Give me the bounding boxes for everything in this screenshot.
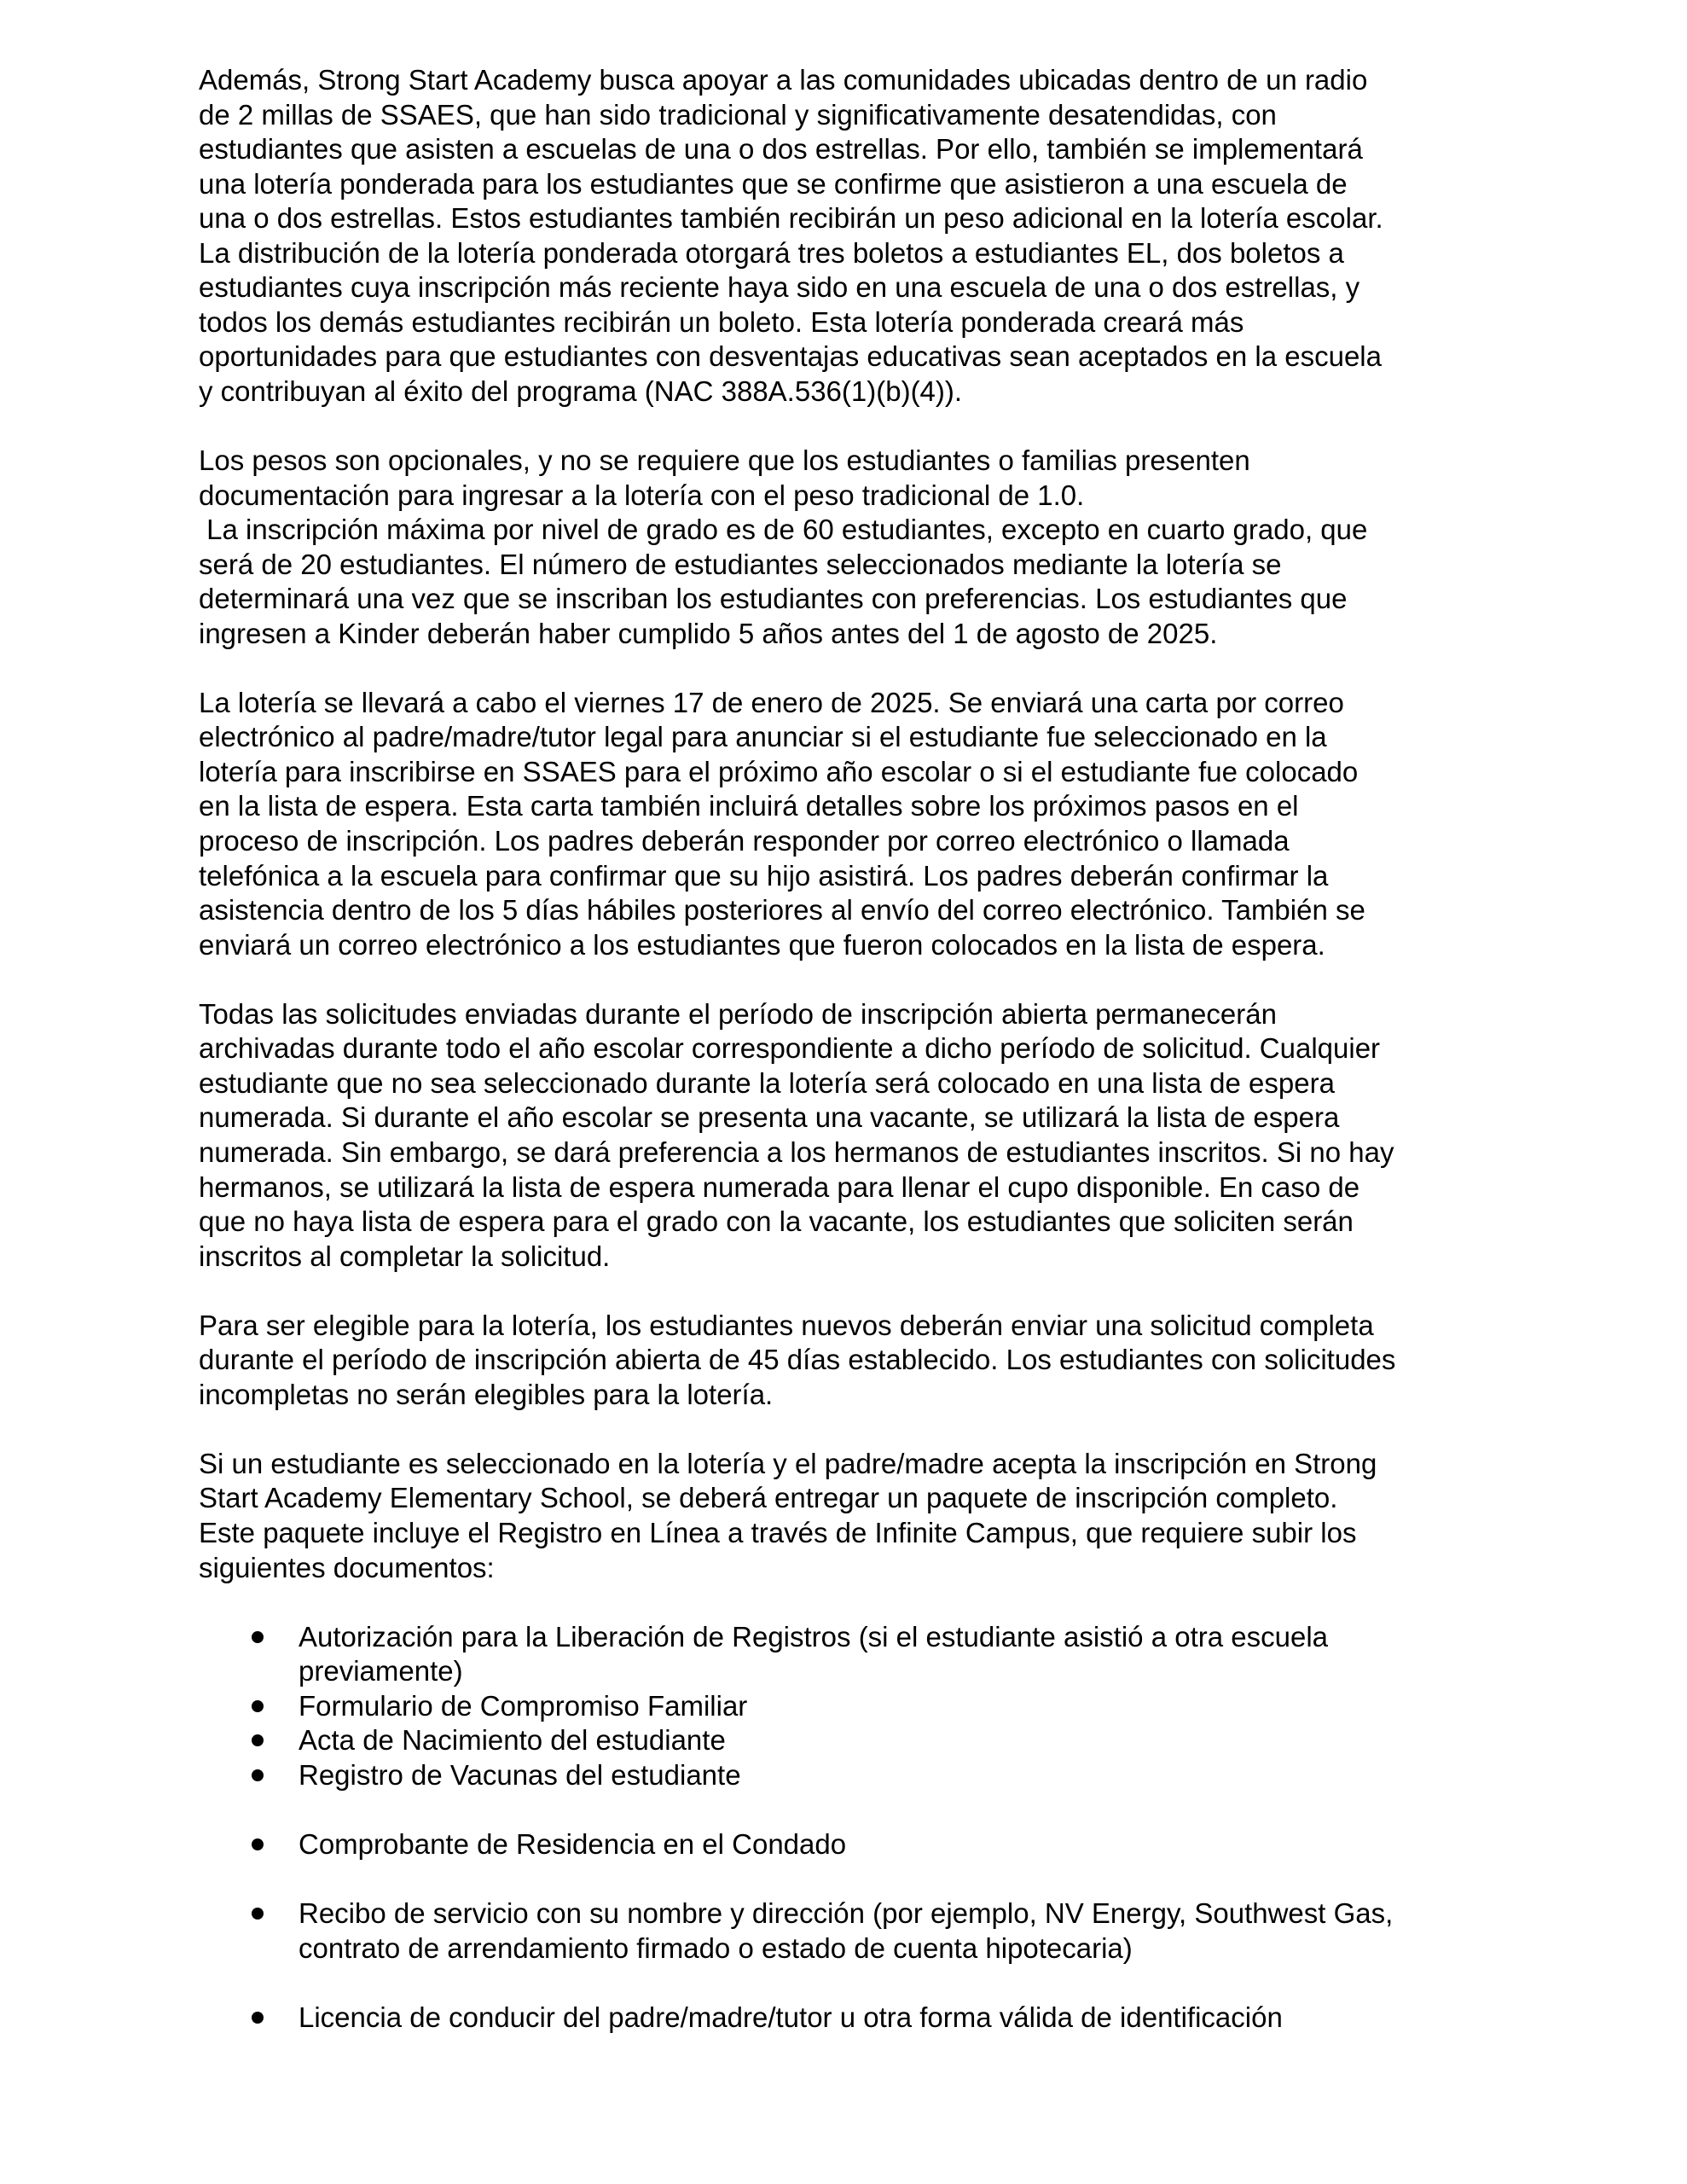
text-line: una lotería ponderada para los estudiantes que se confirme que asistieron a una escuela de — [199, 167, 1348, 200]
text-line: siguientes documentos: — [199, 1551, 495, 1583]
text-line: Registro de Vacunas del estudiante — [299, 1758, 741, 1791]
text-line: Para ser elegible para la lotería, los estudiantes nuevos deberán enviar una solicitud completa — [199, 1309, 1374, 1341]
text-line: y contribuyan al éxito del programa (NAC 388A.536(1)(b)(4)). — [199, 375, 963, 407]
bullet-icon — [252, 1631, 264, 1643]
text-line: oportunidades para que estudiantes con desventajas educativas sean aceptados en la escuela — [199, 340, 1382, 373]
list-item — [199, 1689, 1529, 1724]
text-line: lotería para inscribirse en SSAES para el próximo año escolar o si el estudiante fue colocado — [199, 755, 1359, 787]
bullet-icon — [252, 1908, 264, 1920]
text-line: de 2 millas de SSAES, que han sido tradicional y significativamente desatendidas, con — [199, 98, 1277, 131]
bullet-icon — [252, 1838, 264, 1850]
list-item — [199, 1896, 1529, 1966]
paragraph-weighted-lottery — [199, 63, 1529, 409]
text-line: Este paquete incluye el Registro en Línea a través de Infinite Campus, que requiere subir los — [199, 1516, 1357, 1548]
text-line: Recibo de servicio con su nombre y dirección (por ejemplo, NV Energy, Southwest Gas, — [299, 1896, 1394, 1929]
text-line: hermanos, se utilizará la lista de espera numerada para llenar el cupo disponible. En caso de — [199, 1170, 1360, 1203]
text-line: La inscripción máxima por nivel de grado es de 60 estudiantes, excepto en cuarto grado, que — [199, 514, 1368, 546]
text-line: Si un estudiante es seleccionado en la lotería y el padre/madre acepta la inscripción en Strong — [199, 1447, 1377, 1479]
text-line: incompletas no serán elegibles para la lotería. — [199, 1378, 774, 1410]
text-line: durante el período de inscripción abierta de 45 días establecido. Los estudiantes con solicitudes — [199, 1344, 1396, 1376]
text-line: asistencia dentro de los 5 días hábiles posteriores al envío del correo electrónico. También se — [199, 894, 1365, 926]
text-line: inscritos al completar la solicitud. — [199, 1240, 611, 1272]
list-item — [199, 1723, 1529, 1758]
text-line: Comprobante de Residencia en el Condado — [299, 1827, 847, 1860]
text-line: Los pesos son opcionales, y no se requiere que los estudiantes o familias presenten — [199, 444, 1250, 477]
list-item — [199, 2001, 1529, 2036]
text-line: proceso de inscripción. Los padres deberán responder por correo electrónico o llamada — [199, 825, 1290, 857]
text-line: estudiantes que asisten a escuelas de una o dos estrellas. Por ello, también se implementará — [199, 133, 1363, 166]
text-line: Autorización para la Liberación de Registros (si el estudiante asistió a otra escuela — [299, 1620, 1328, 1653]
text-line: documentación para ingresar a la lotería con el peso tradicional de 1.0. — [199, 479, 1085, 511]
paragraph-eligibility — [199, 1309, 1529, 1413]
text-line: determinará una vez que se inscriban los estudiantes con preferencias. Los estudiantes que — [199, 583, 1348, 615]
text-line: todos los demás estudiantes recibirán un boleto. Esta lotería ponderada creará más — [199, 305, 1244, 338]
text-line: una o dos estrellas. Estos estudiantes también recibirán un peso adicional en la lotería escolar. — [199, 202, 1383, 235]
list-item — [199, 1620, 1529, 1689]
bullet-icon — [252, 1769, 264, 1781]
text-line: numerada. Si durante el año escolar se presenta una vacante, se utilizará la lista de espera — [199, 1101, 1340, 1134]
text-line: numerada. Sin embargo, se dará preferencia a los hermanos de estudiantes inscritos. Si no hay — [199, 1136, 1394, 1168]
text-line: estudiantes cuya inscripción más reciente haya sido en una escuela de una o dos estrellas, y — [199, 271, 1360, 304]
text-line: será de 20 estudiantes. El número de estudiantes seleccionados mediante la lotería se — [199, 548, 1282, 580]
text-line: Start Academy Elementary School, se deberá entregar un paquete de inscripción completo. — [199, 1482, 1338, 1514]
bullet-icon — [252, 1700, 264, 1712]
text-line: Todas las solicitudes enviadas durante el período de inscripción abierta permanecerán — [199, 997, 1277, 1030]
text-line: estudiante que no sea seleccionado durante la lotería será colocado en una lista de espera — [199, 1066, 1335, 1099]
paragraph-lottery-date — [199, 686, 1529, 962]
text-line: Acta de Nacimiento del estudiante — [299, 1724, 726, 1757]
text-line: Licencia de conducir del padre/madre/tutor u otra forma válida de identificación — [299, 2001, 1283, 2033]
text-line: Además, Strong Start Academy busca apoyar a las comunidades ubicadas dentro de un radio — [199, 64, 1368, 96]
text-line: La distribución de la lotería ponderada otorgará tres boletos a estudiantes EL, dos boletos a — [199, 236, 1344, 269]
text-line: telefónica a la escuela para confirmar que su hijo asistirá. Los padres deberán confirmar la — [199, 859, 1329, 892]
required-documents-list — [199, 1620, 1529, 2036]
paragraph-enrollment-package — [199, 1447, 1529, 1585]
text-line: enviará un correo electrónico a los estudiantes que fueron colocados en la lista de espera. — [199, 928, 1325, 961]
list-item — [199, 1827, 1529, 1862]
bullet-icon — [252, 1734, 264, 1746]
text-line: archivadas durante todo el año escolar correspondiente a dicho período de solicitud. Cualquier — [199, 1032, 1381, 1065]
text-line: contrato de arrendamiento firmado o estado de cuenta hipotecaria) — [299, 1931, 1133, 1964]
text-line: electrónico al padre/madre/tutor legal para anunciar si el estudiante fue seleccionado en la — [199, 721, 1327, 753]
paragraph-waiting-list — [199, 997, 1529, 1274]
text-line: La lotería se llevará a cabo el viernes 17 de enero de 2025. Se enviará una carta por correo — [199, 686, 1344, 718]
bullet-icon — [252, 2012, 264, 2024]
list-item — [199, 1758, 1529, 1793]
text-line: Formulario de Compromiso Familiar — [299, 1689, 748, 1722]
text-line: previamente) — [299, 1655, 463, 1687]
text-line: ingresen a Kinder deberán haber cumplido 5 años antes del 1 de agosto de 2025. — [199, 617, 1218, 649]
text-line: que no haya lista de espera para el grado con la vacante, los estudiantes que soliciten serán — [199, 1205, 1354, 1238]
document-page — [199, 63, 1529, 2035]
paragraph-weights-optional — [199, 444, 1529, 651]
text-line: en la lista de espera. Esta carta también incluirá detalles sobre los próximos pasos en el — [199, 790, 1299, 822]
